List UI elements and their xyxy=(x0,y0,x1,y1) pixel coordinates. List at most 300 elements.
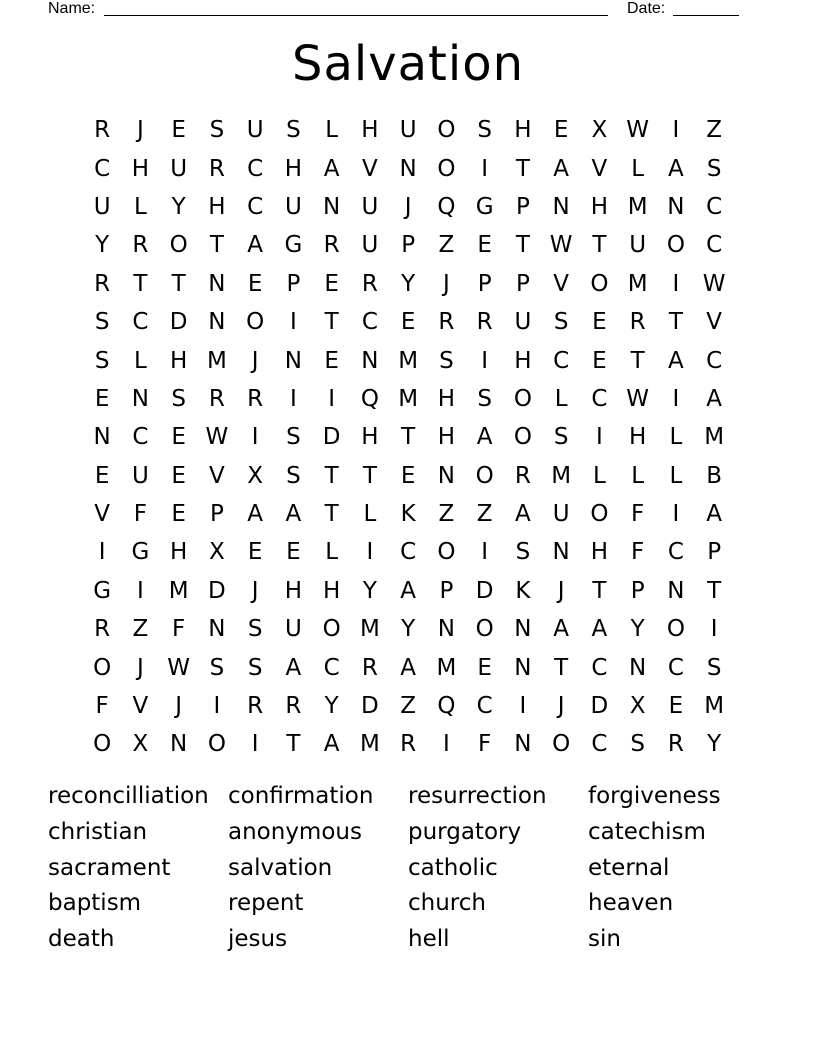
grid-cell: P xyxy=(707,539,722,566)
grid-cell: T xyxy=(554,654,569,681)
grid-cell: E xyxy=(171,117,186,144)
grid-cell: H xyxy=(437,385,456,412)
grid-cell: C xyxy=(706,193,723,220)
grid-cell: P xyxy=(515,193,530,220)
grid-cell: N xyxy=(437,616,455,643)
grid-cell: S xyxy=(477,117,492,144)
grid-cell: O xyxy=(207,731,226,758)
grid-cell: P xyxy=(515,270,530,297)
grid-cell: S xyxy=(247,654,263,681)
grid-cell: T xyxy=(401,424,416,451)
grid-cell: E xyxy=(247,270,263,297)
grid-cell: J xyxy=(442,270,450,297)
word-bank-item: eternal xyxy=(588,854,670,881)
grid-cell: L xyxy=(669,462,683,489)
grid-cell: C xyxy=(706,347,723,374)
grid-cell: T xyxy=(630,347,645,374)
grid-cell: Y xyxy=(707,731,722,758)
grid-cell: J xyxy=(175,693,183,720)
grid-cell: L xyxy=(631,462,645,489)
grid-cell: T xyxy=(324,462,339,489)
word-bank-item: reconcilliation xyxy=(48,783,209,809)
grid-cell: A xyxy=(553,155,569,182)
grid-cell: M xyxy=(168,577,189,604)
grid-cell: E xyxy=(324,347,339,374)
word-bank-item: church xyxy=(408,890,486,917)
grid-cell: I xyxy=(481,347,489,374)
grid-cell: N xyxy=(361,347,379,374)
grid-cell: D xyxy=(322,424,341,451)
grid-cell: I xyxy=(710,616,718,643)
grid-cell: X xyxy=(591,117,608,144)
grid-cell: R xyxy=(247,385,264,412)
grid-cell: H xyxy=(169,347,188,374)
grid-cell: O xyxy=(475,462,494,489)
grid-cell: H xyxy=(131,155,150,182)
grid-cell: R xyxy=(285,693,302,720)
word-bank-item: anonymous xyxy=(228,818,362,845)
grid-cell: O xyxy=(513,424,532,451)
grid-cell: S xyxy=(439,347,454,374)
word-bank-item: resurrection xyxy=(408,783,547,809)
grid-cell: R xyxy=(667,731,684,758)
grid-cell: T xyxy=(515,232,530,259)
grid-cell: O xyxy=(322,616,341,643)
grid-cell: O xyxy=(437,539,456,566)
grid-cell: A xyxy=(668,155,684,182)
grid-cell: S xyxy=(94,347,110,374)
word-bank-item: purgatory xyxy=(408,818,522,845)
grid-cell: S xyxy=(286,117,301,144)
letter-grid xyxy=(83,111,733,764)
grid-cell: O xyxy=(590,501,609,528)
grid-cell: I xyxy=(136,577,144,604)
grid-cell: V xyxy=(706,309,722,336)
grid-cell: L xyxy=(325,539,339,566)
grid-cell: R xyxy=(94,117,111,144)
grid-cell: E xyxy=(94,462,110,489)
grid-cell: E xyxy=(94,385,110,412)
grid-cell: X xyxy=(208,539,225,566)
grid-cell: S xyxy=(515,539,531,566)
grid-cell: E xyxy=(592,347,607,374)
grid-cell: G xyxy=(131,539,150,566)
word-bank-item: baptism xyxy=(48,890,142,917)
grid-cell: I xyxy=(672,270,680,297)
grid-cell: P xyxy=(477,270,492,297)
grid-cell: A xyxy=(247,501,263,528)
grid-cell: S xyxy=(286,424,301,451)
grid-cell: G xyxy=(475,193,494,220)
grid-cell: I xyxy=(251,424,259,451)
grid-cell: P xyxy=(286,270,301,297)
grid-cell: B xyxy=(706,462,723,489)
grid-cell: A xyxy=(476,424,493,451)
grid-cell: A xyxy=(706,501,722,528)
grid-cell: O xyxy=(666,232,685,259)
grid-cell: M xyxy=(704,424,725,451)
grid-cell: N xyxy=(667,193,685,220)
grid-cell: D xyxy=(475,577,494,604)
grid-cell: Q xyxy=(437,693,456,720)
grid-cell: C xyxy=(667,539,684,566)
grid-cell: U xyxy=(629,232,647,259)
grid-cell: A xyxy=(285,501,302,528)
grid-cell: C xyxy=(361,309,378,336)
grid-cell: E xyxy=(171,462,186,489)
grid-cell: X xyxy=(247,462,263,489)
grid-cell: I xyxy=(289,309,297,336)
grid-cell: Y xyxy=(362,577,377,604)
page-title: Salvation xyxy=(292,36,524,92)
grid-cell: L xyxy=(133,193,147,220)
grid-cell: H xyxy=(208,193,226,220)
grid-cell: C xyxy=(591,731,608,758)
grid-cell: T xyxy=(668,309,683,336)
date-label: Date: xyxy=(627,0,666,17)
grid-cell: D xyxy=(208,577,226,604)
grid-cell: U xyxy=(361,232,379,259)
grid-cell: N xyxy=(131,385,149,412)
grid-cell: C xyxy=(400,539,417,566)
grid-cell: C xyxy=(247,155,264,182)
grid-cell: O xyxy=(475,616,494,643)
grid-cell: R xyxy=(323,232,340,259)
grid-cell: R xyxy=(208,155,225,182)
grid-cell: T xyxy=(515,155,530,182)
grid-cell: C xyxy=(132,424,149,451)
grid-cell: E xyxy=(400,462,416,489)
grid-cell: P xyxy=(209,501,224,528)
grid-cell: R xyxy=(438,309,455,336)
grid-cell: D xyxy=(169,309,188,336)
grid-cell: N xyxy=(208,270,226,297)
grid-cell: U xyxy=(284,193,302,220)
grid-cell: R xyxy=(247,693,264,720)
grid-cell: S xyxy=(706,654,722,681)
grid-cell: E xyxy=(171,424,186,451)
grid-cell: M xyxy=(551,462,572,489)
grid-cell: O xyxy=(437,117,456,144)
header xyxy=(48,0,748,20)
grid-cell: T xyxy=(592,232,607,259)
grid-cell: N xyxy=(208,616,226,643)
grid-cell: H xyxy=(590,539,609,566)
grid-cell: A xyxy=(515,501,531,528)
grid-cell: O xyxy=(437,155,456,182)
grid-cell: L xyxy=(554,385,568,412)
grid-cell: N xyxy=(93,424,111,451)
name-blank-line xyxy=(104,15,608,16)
grid-cell: V xyxy=(94,501,110,528)
grid-cell: M xyxy=(398,385,419,412)
grid-cell: I xyxy=(595,424,603,451)
grid-cell: C xyxy=(476,693,493,720)
grid-cell: E xyxy=(477,232,492,259)
grid-cell: Z xyxy=(706,117,722,144)
grid-cell: E xyxy=(247,539,263,566)
grid-cell: A xyxy=(591,616,608,643)
grid-cell: H xyxy=(590,193,609,220)
grid-cell: R xyxy=(208,385,225,412)
grid-cell: O xyxy=(552,731,571,758)
grid-cell: C xyxy=(667,654,684,681)
grid-cell: J xyxy=(136,654,144,681)
grid-cell: E xyxy=(171,501,186,528)
grid-cell: L xyxy=(325,117,339,144)
grid-cell: W xyxy=(626,117,649,144)
grid-cell: U xyxy=(170,155,188,182)
grid-cell: R xyxy=(629,309,646,336)
grid-cell: U xyxy=(514,309,532,336)
grid-cell: R xyxy=(514,462,531,489)
grid-cell: T xyxy=(324,309,339,336)
grid-cell: A xyxy=(400,577,416,604)
grid-cell: O xyxy=(666,616,685,643)
grid-cell: Y xyxy=(630,616,645,643)
grid-cell: M xyxy=(359,731,380,758)
grid-cell: H xyxy=(169,539,188,566)
grid-cell: S xyxy=(209,117,225,144)
grid-cell: Q xyxy=(360,385,379,412)
grid-cell: G xyxy=(93,577,112,604)
grid-cell: U xyxy=(284,616,302,643)
grid-cell: N xyxy=(399,155,417,182)
grid-cell: E xyxy=(286,539,301,566)
grid-cell: F xyxy=(172,616,186,643)
grid-cell: O xyxy=(93,654,112,681)
grid-cell: A xyxy=(247,232,263,259)
grid-cell: H xyxy=(361,424,379,451)
grid-cell: J xyxy=(404,193,412,220)
grid-cell: S xyxy=(553,424,569,451)
grid-cell: T xyxy=(324,501,339,528)
grid-cell: H xyxy=(628,424,647,451)
grid-cell: T xyxy=(286,731,301,758)
grid-cell: Z xyxy=(438,501,455,528)
grid-cell: A xyxy=(323,155,340,182)
grid-cell: F xyxy=(631,501,645,528)
grid-cell: A xyxy=(668,347,684,374)
grid-cell: M xyxy=(627,193,648,220)
grid-cell: F xyxy=(478,731,492,758)
grid-cell: Q xyxy=(437,193,456,220)
grid-cell: N xyxy=(514,654,532,681)
word-bank-item: death xyxy=(48,926,115,953)
grid-cell: W xyxy=(626,385,649,412)
grid-cell: N xyxy=(514,731,532,758)
grid-cell: I xyxy=(289,385,297,412)
grid-cell: H xyxy=(514,347,532,374)
grid-cell: U xyxy=(246,117,264,144)
grid-cell: W xyxy=(702,270,726,297)
grid-cell: H xyxy=(514,117,532,144)
grid-cell: K xyxy=(400,501,416,528)
grid-cell: R xyxy=(476,309,493,336)
grid-cell: I xyxy=(442,731,450,758)
word-bank-item: sin xyxy=(588,926,621,953)
grid-cell: W xyxy=(205,424,229,451)
grid-cell: T xyxy=(592,577,607,604)
grid-cell: O xyxy=(246,309,265,336)
grid-cell: R xyxy=(361,270,378,297)
grid-cell: I xyxy=(366,539,374,566)
grid-cell: I xyxy=(672,117,680,144)
grid-cell: R xyxy=(400,731,417,758)
grid-cell: N xyxy=(284,347,302,374)
grid-cell: D xyxy=(361,693,379,720)
grid-cell: N xyxy=(437,462,455,489)
grid-cell: S xyxy=(477,385,492,412)
word-bank-item: repent xyxy=(228,890,304,917)
grid-cell: A xyxy=(400,654,416,681)
grid-cell: J xyxy=(136,117,144,144)
word-bank-item: confirmation xyxy=(228,783,374,809)
grid-cell: T xyxy=(707,577,722,604)
grid-cell: R xyxy=(132,232,149,259)
grid-cell: Y xyxy=(401,270,416,297)
grid-cell: A xyxy=(553,616,569,643)
word-bank-item: catechism xyxy=(588,818,706,845)
grid-cell: N xyxy=(208,309,226,336)
grid-cell: T xyxy=(171,270,186,297)
grid-cell: K xyxy=(515,577,531,604)
grid-cell: U xyxy=(399,117,417,144)
grid-cell: X xyxy=(132,731,149,758)
grid-cell: G xyxy=(284,232,303,259)
grid-cell: R xyxy=(94,616,111,643)
grid-cell: I xyxy=(251,731,259,758)
grid-cell: C xyxy=(323,654,340,681)
grid-cell: F xyxy=(95,693,109,720)
grid-cell: H xyxy=(284,155,303,182)
word-bank-item: forgiveness xyxy=(588,783,721,809)
grid-cell: I xyxy=(328,385,336,412)
grid-cell: J xyxy=(557,577,565,604)
grid-cell: N xyxy=(552,539,570,566)
grid-cell: O xyxy=(93,731,112,758)
grid-cell: C xyxy=(706,232,723,259)
grid-cell: V xyxy=(132,693,149,720)
grid-cell: N xyxy=(667,577,685,604)
grid-cell: T xyxy=(362,462,377,489)
grid-cell: I xyxy=(672,385,680,412)
grid-cell: T xyxy=(133,270,148,297)
grid-cell: J xyxy=(251,577,259,604)
grid-cell: V xyxy=(553,270,569,297)
word-bank-item: christian xyxy=(48,818,148,845)
grid-cell: E xyxy=(592,309,607,336)
grid-cell: N xyxy=(514,616,532,643)
grid-cell: H xyxy=(437,424,456,451)
grid-cell: A xyxy=(323,731,340,758)
grid-cell: S xyxy=(630,731,645,758)
grid-cell: A xyxy=(706,385,722,412)
grid-cell: S xyxy=(247,616,263,643)
grid-cell: J xyxy=(251,347,259,374)
grid-cell: E xyxy=(668,693,684,720)
grid-cell: N xyxy=(323,193,341,220)
grid-cell: I xyxy=(672,501,680,528)
grid-cell: V xyxy=(362,155,378,182)
grid-cell: E xyxy=(400,309,416,336)
grid-cell: N xyxy=(552,193,570,220)
grid-cell: O xyxy=(169,232,188,259)
grid-cell: J xyxy=(557,693,565,720)
grid-cell: P xyxy=(630,577,645,604)
grid-cell: F xyxy=(133,501,147,528)
grid-cell: L xyxy=(133,347,147,374)
grid-cell: I xyxy=(519,693,527,720)
grid-cell: H xyxy=(361,117,379,144)
word-bank-item: catholic xyxy=(408,854,498,881)
grid-cell: I xyxy=(213,693,221,720)
grid-cell: C xyxy=(591,385,608,412)
grid-cell: V xyxy=(591,155,608,182)
grid-cell: M xyxy=(206,347,227,374)
grid-cell: L xyxy=(592,462,606,489)
grid-cell: W xyxy=(549,232,573,259)
grid-cell: E xyxy=(324,270,339,297)
grid-cell: Z xyxy=(132,616,149,643)
name-label: Name: xyxy=(48,0,96,17)
grid-cell: E xyxy=(553,117,569,144)
grid-cell: C xyxy=(94,155,111,182)
grid-cell: U xyxy=(131,462,149,489)
word-bank xyxy=(48,778,768,957)
grid-cell: H xyxy=(322,577,341,604)
grid-cell: O xyxy=(590,270,609,297)
grid-cell: L xyxy=(363,501,377,528)
grid-cell: L xyxy=(631,155,645,182)
grid-cell: U xyxy=(93,193,111,220)
grid-cell: M xyxy=(359,616,380,643)
grid-cell: C xyxy=(247,193,264,220)
grid-cell: V xyxy=(209,462,225,489)
grid-cell: Y xyxy=(324,693,339,720)
grid-cell: C xyxy=(591,654,608,681)
grid-cell: M xyxy=(398,347,419,374)
grid-cell: S xyxy=(706,155,722,182)
grid-cell: W xyxy=(167,654,190,681)
grid-cell: U xyxy=(361,193,379,220)
grid-cell: Y xyxy=(95,232,110,259)
grid-cell: Y xyxy=(401,616,416,643)
word-bank-item: heaven xyxy=(588,890,674,917)
word-bank-item: hell xyxy=(408,926,450,953)
grid-cell: T xyxy=(209,232,224,259)
grid-cell: S xyxy=(553,309,569,336)
grid-cell: C xyxy=(132,309,149,336)
grid-cell: S xyxy=(286,462,301,489)
grid-cell: L xyxy=(669,424,683,451)
date-blank-line xyxy=(673,15,739,16)
grid-cell: R xyxy=(361,654,378,681)
grid-cell: D xyxy=(590,693,609,720)
grid-cell: I xyxy=(481,539,489,566)
grid-cell: M xyxy=(627,270,648,297)
grid-cell: P xyxy=(401,232,416,259)
grid-cell: A xyxy=(285,654,302,681)
grid-cell: X xyxy=(629,693,646,720)
grid-cell: P xyxy=(439,577,454,604)
grid-cell: E xyxy=(477,654,492,681)
grid-cell: H xyxy=(284,577,303,604)
word-bank-item: sacrament xyxy=(48,854,171,881)
grid-cell: S xyxy=(209,654,225,681)
grid-cell: I xyxy=(98,539,106,566)
grid-cell: Z xyxy=(400,693,416,720)
